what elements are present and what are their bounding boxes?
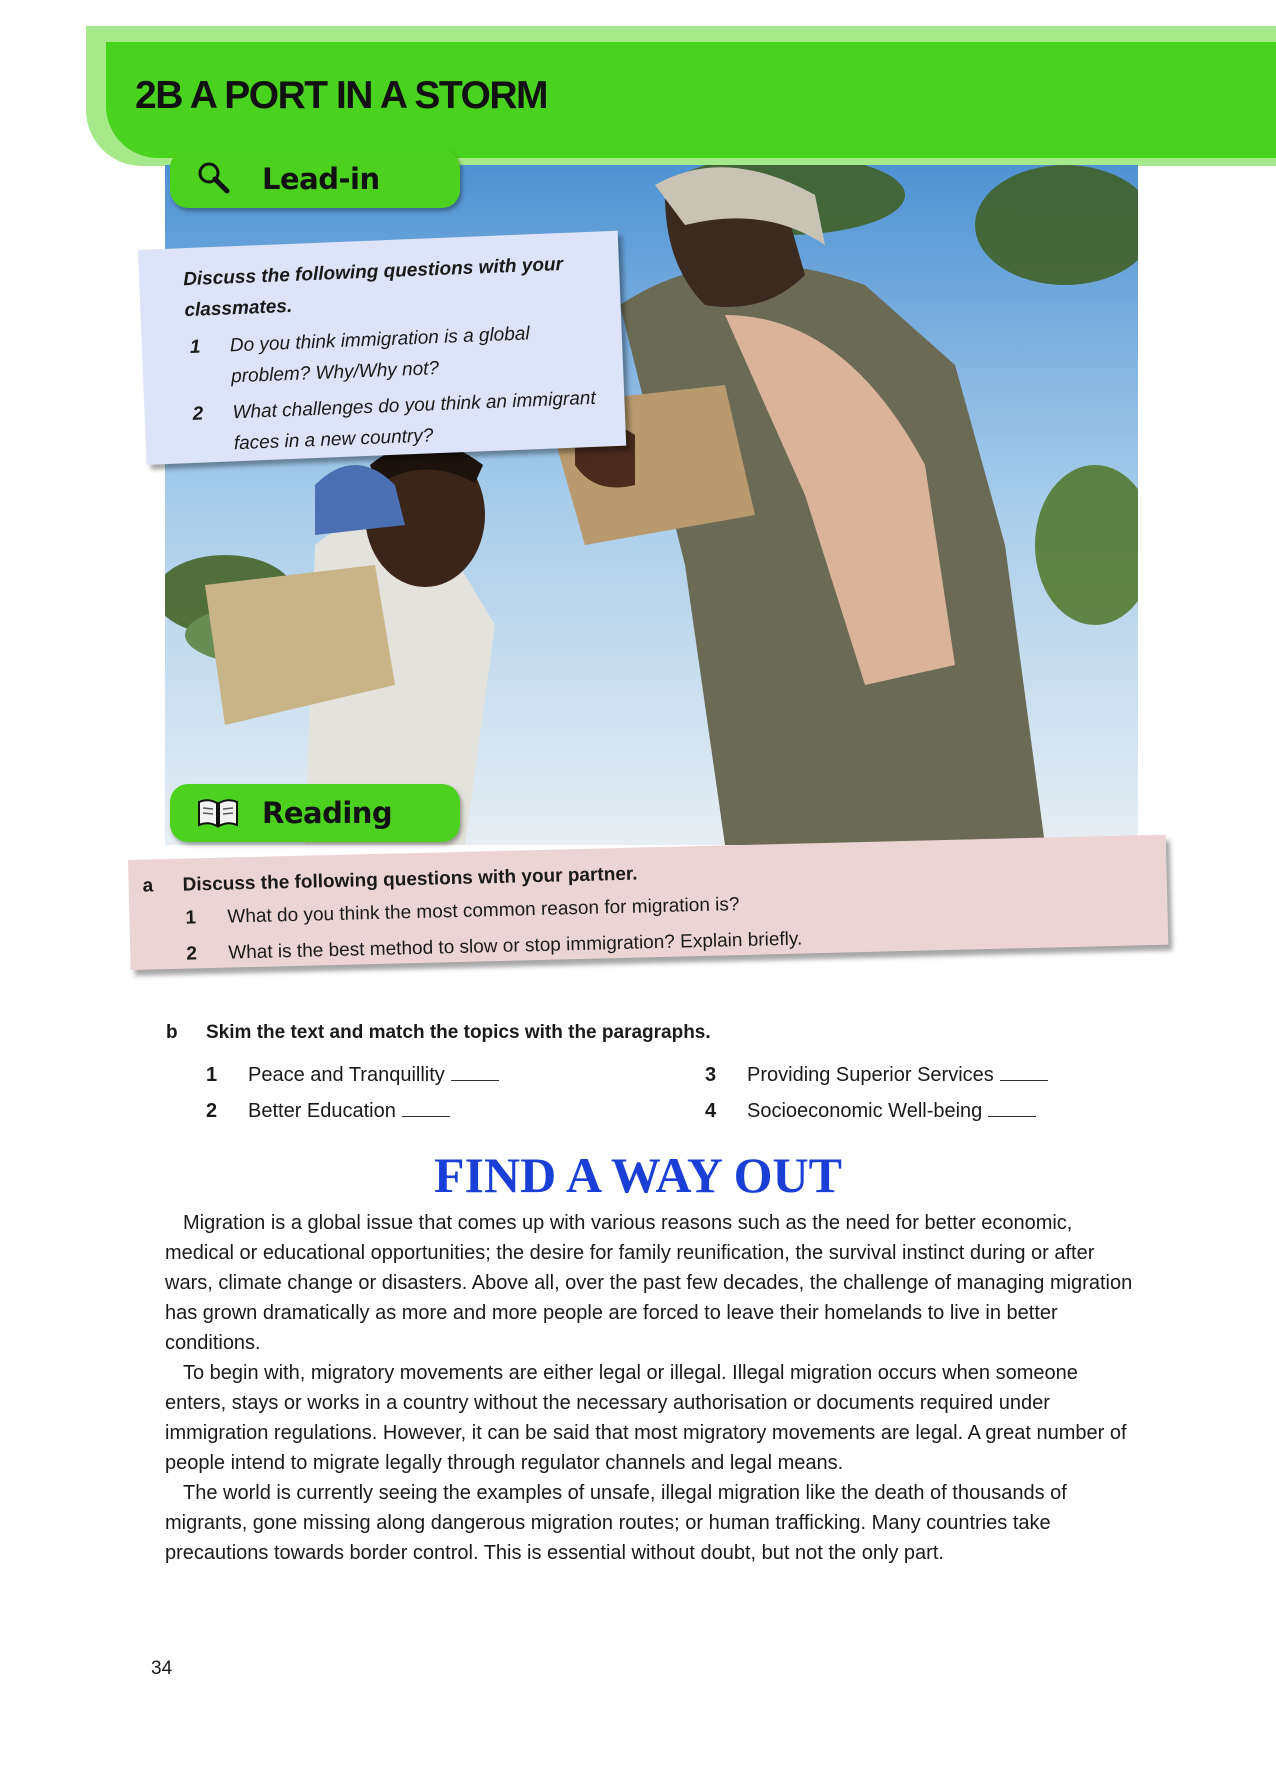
topic-number: 1 bbox=[206, 1064, 218, 1086]
question-text: What challenges do you think an immigrant faces in a new country? bbox=[232, 387, 597, 455]
lead-in-question bbox=[185, 316, 597, 394]
task-letter: a bbox=[142, 875, 154, 897]
task-instruction: Skim the text and match the topics with the paragraphs. bbox=[206, 1022, 711, 1043]
reading-label bbox=[170, 784, 460, 842]
magnifier-icon bbox=[196, 160, 232, 201]
lead-in-question bbox=[188, 383, 600, 461]
question-text: Do you think immigration is a global problem? Why/Why not? bbox=[229, 323, 531, 388]
open-book-icon bbox=[196, 794, 240, 835]
topic-number: 2 bbox=[206, 1100, 218, 1122]
article-title: FIND A WAY OUT bbox=[434, 1147, 842, 1203]
question-text: What is the best method to slow or stop immigration? Explain briefly. bbox=[228, 928, 803, 964]
task-letter: b bbox=[166, 1022, 178, 1043]
page-number: 34 bbox=[151, 1658, 173, 1679]
lead-in-instruction: Discuss the following questions with your classmates. bbox=[182, 253, 564, 322]
answer-blank[interactable] bbox=[988, 1101, 1036, 1117]
lead-in-box bbox=[138, 231, 626, 465]
article-body bbox=[165, 1208, 1135, 1568]
article-paragraph: To begin with, migratory movements are either legal or illegal. Illegal migration occurs when someone enters, stays or works in a country without the necessary authorisation or documents required under immigration regulations. However, it can be said that most migratory movements are legal. A great number of people intend to migrate legally through regulator channels and legal means. bbox=[165, 1362, 1127, 1474]
topic-number: 4 bbox=[705, 1100, 717, 1122]
question-text: What do you think the most common reason for migration is? bbox=[227, 894, 740, 928]
answer-blank[interactable] bbox=[1000, 1065, 1048, 1081]
reading-task-a-box bbox=[128, 835, 1168, 970]
question-number: 2 bbox=[186, 943, 198, 965]
topic-item bbox=[206, 1064, 499, 1087]
article-paragraph: The world is currently seeing the examples of unsafe, illegal migration like the death of thousands of migrants, gone missing along dangerous migration routes; or human trafficking. Many countries take precautions towards border control. This is essential without doubt, but not the only part. bbox=[165, 1482, 1067, 1564]
topic-number: 3 bbox=[705, 1064, 717, 1086]
question-number: 1 bbox=[189, 336, 201, 358]
topic-item bbox=[206, 1100, 450, 1123]
reading-title: Reading bbox=[262, 796, 393, 830]
topic-text: Socioeconomic Well-being bbox=[747, 1100, 983, 1122]
topic-item bbox=[705, 1064, 1048, 1087]
topic-text: Better Education bbox=[248, 1100, 396, 1122]
answer-blank[interactable] bbox=[451, 1065, 499, 1081]
topic-item bbox=[705, 1100, 1036, 1123]
topic-text: Peace and Tranquillity bbox=[248, 1064, 445, 1086]
task-instruction: Discuss the following questions with your partner. bbox=[182, 863, 638, 896]
topic-text: Providing Superior Services bbox=[747, 1064, 994, 1086]
question-number: 1 bbox=[185, 907, 197, 929]
question-number: 2 bbox=[192, 403, 204, 425]
unit-title: 2B A PORT IN A STORM bbox=[135, 74, 548, 117]
answer-blank[interactable] bbox=[402, 1101, 450, 1117]
article-paragraph: Migration is a global issue that comes up with various reasons such as the need for better economic, medical or educational opportunities; the desire for family reunification, the survival instinct during or after wars, climate change or disasters. Above all, over the past few decades, the challenge of managing migration has grown dramatically as more and more people are forced to leave their homelands to live in better conditions. bbox=[165, 1212, 1133, 1354]
lead-in-title: Lead-in bbox=[262, 162, 380, 196]
lead-in-label bbox=[170, 150, 460, 208]
